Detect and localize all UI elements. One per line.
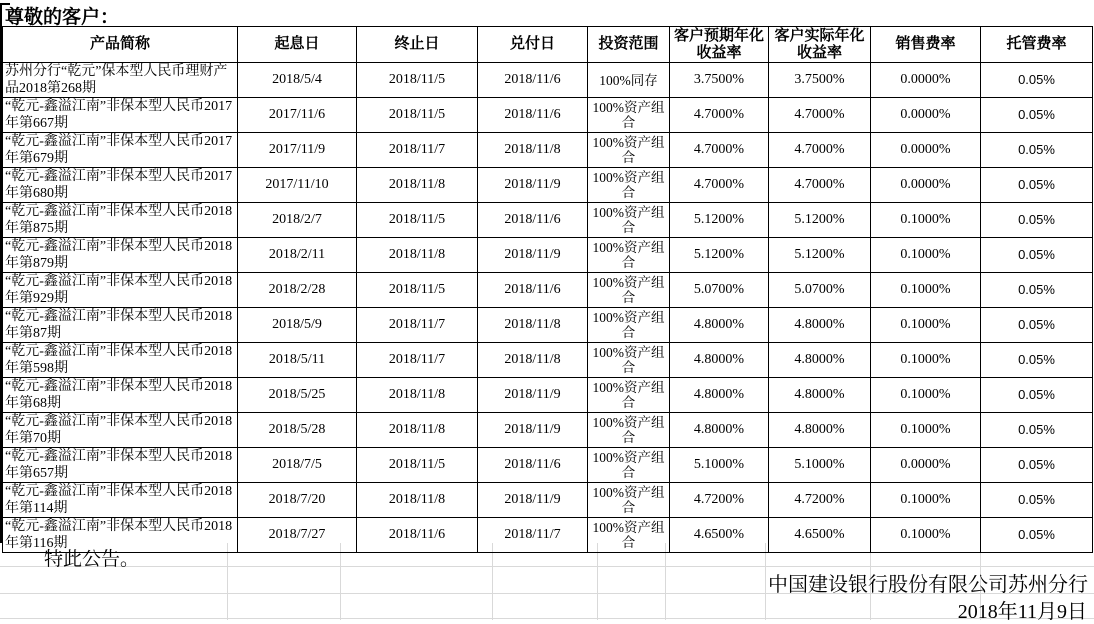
actual-yield-cell: 4.7000% <box>769 168 871 203</box>
expected-yield-cell: 4.7000% <box>670 133 769 168</box>
start-date-cell: 2018/5/9 <box>238 308 357 343</box>
actual-yield-cell: 5.1000% <box>769 448 871 483</box>
col-header-product-name: 产品简称 <box>3 27 238 63</box>
payment-date-cell: 2018/11/6 <box>478 98 588 133</box>
payment-date-cell: 2018/11/8 <box>478 343 588 378</box>
scope-cell: 100%资产组合 <box>588 273 670 308</box>
table-row <box>3 448 1093 483</box>
table-row <box>3 98 1093 133</box>
actual-yield-cell: 4.8000% <box>769 308 871 343</box>
actual-yield-cell: 5.1200% <box>769 238 871 273</box>
gridline-vertical <box>597 543 598 620</box>
sales-fee-cell: 0.1000% <box>871 273 981 308</box>
custody-fee-cell: 0.05% <box>981 483 1093 518</box>
custody-fee-cell: 0.05% <box>981 378 1093 413</box>
end-date-cell: 2018/11/7 <box>357 133 478 168</box>
actual-yield-cell: 4.7200% <box>769 483 871 518</box>
start-date-cell: 2018/5/4 <box>238 63 357 98</box>
col-header-actual-yield: 客户实际年化收益率 <box>769 27 871 63</box>
start-date-cell: 2018/7/27 <box>238 518 357 553</box>
custody-fee-cell: 0.05% <box>981 518 1093 553</box>
end-date-cell: 2018/11/8 <box>357 378 478 413</box>
header-row <box>3 27 1093 63</box>
custody-fee-cell: 0.05% <box>981 238 1093 273</box>
end-date-cell: 2018/11/5 <box>357 63 478 98</box>
announcement-date-text: 2018年11月9日 <box>957 601 1087 623</box>
actual-yield-cell: 5.0700% <box>769 273 871 308</box>
start-date-cell: 2017/11/6 <box>238 98 357 133</box>
end-date-cell: 2018/11/6 <box>357 518 478 553</box>
start-date-cell: 2018/5/25 <box>238 378 357 413</box>
end-date-cell: 2018/11/5 <box>357 203 478 238</box>
actual-yield-cell: 4.8000% <box>769 378 871 413</box>
scope-cell: 100%资产组合 <box>588 483 670 518</box>
start-date-cell: 2018/7/5 <box>238 448 357 483</box>
gridline-vertical <box>227 543 228 620</box>
gridline-vertical <box>665 543 666 620</box>
sales-fee-cell: 0.1000% <box>871 413 981 448</box>
payment-date-cell: 2018/11/6 <box>478 273 588 308</box>
end-date-cell: 2018/11/5 <box>357 98 478 133</box>
start-date-cell: 2018/7/20 <box>238 483 357 518</box>
custody-fee-cell: 0.05% <box>981 343 1093 378</box>
actual-yield-cell: 4.7000% <box>769 98 871 133</box>
table-row <box>3 483 1093 518</box>
end-date-cell: 2018/11/5 <box>357 448 478 483</box>
gridline-horizontal <box>0 566 1094 567</box>
scope-cell: 100%资产组合 <box>588 518 670 553</box>
expected-yield-cell: 4.7200% <box>670 483 769 518</box>
start-date-cell: 2018/2/7 <box>238 203 357 238</box>
gridline-horizontal <box>0 618 1094 619</box>
name-cell: “乾元-鑫溢江南”非保本型人民币2017年第679期 <box>3 133 238 168</box>
name-cell: “乾元-鑫溢江南”非保本型人民币2018年第68期 <box>3 378 238 413</box>
gridline-vertical <box>765 543 766 620</box>
col-header-start-date: 起息日 <box>238 27 357 63</box>
end-date-cell: 2018/11/7 <box>357 308 478 343</box>
name-cell: “乾元-鑫溢江南”非保本型人民币2018年第70期 <box>3 413 238 448</box>
start-date-cell: 2018/5/28 <box>238 413 357 448</box>
start-date-cell: 2018/2/11 <box>238 238 357 273</box>
start-date-cell: 2017/11/9 <box>238 133 357 168</box>
end-date-cell: 2018/11/5 <box>357 273 478 308</box>
col-header-payment-date: 兑付日 <box>478 27 588 63</box>
payment-date-cell: 2018/11/7 <box>478 518 588 553</box>
col-header-sales-fee: 销售费率 <box>871 27 981 63</box>
table-row <box>3 203 1093 238</box>
scope-cell: 100%资产组合 <box>588 378 670 413</box>
payment-date-cell: 2018/11/9 <box>478 413 588 448</box>
name-cell: “乾元-鑫溢江南”非保本型人民币2018年第657期 <box>3 448 238 483</box>
table-row <box>3 518 1093 553</box>
name-cell: “乾元-鑫溢江南”非保本型人民币2017年第680期 <box>3 168 238 203</box>
expected-yield-cell: 5.1200% <box>670 238 769 273</box>
payment-date-cell: 2018/11/6 <box>478 203 588 238</box>
issuer-text: 中国建设银行股份有限公司苏州分行 <box>768 574 1088 596</box>
expected-yield-cell: 5.1200% <box>670 203 769 238</box>
table-row <box>3 343 1093 378</box>
scope-cell: 100%资产组合 <box>588 343 670 378</box>
expected-yield-cell: 3.7500% <box>670 63 769 98</box>
actual-yield-cell: 3.7500% <box>769 63 871 98</box>
payment-date-cell: 2018/11/8 <box>478 133 588 168</box>
col-header-end-date: 终止日 <box>357 27 478 63</box>
table-row <box>3 63 1093 98</box>
end-date-cell: 2018/11/8 <box>357 413 478 448</box>
sales-fee-cell: 0.1000% <box>871 203 981 238</box>
name-cell: “乾元-鑫溢江南”非保本型人民币2018年第879期 <box>3 238 238 273</box>
custody-fee-cell: 0.05% <box>981 413 1093 448</box>
table-row <box>3 308 1093 343</box>
actual-yield-cell: 4.6500% <box>769 518 871 553</box>
expected-yield-cell: 4.8000% <box>670 413 769 448</box>
payment-date-cell: 2018/11/9 <box>478 483 588 518</box>
sales-fee-cell: 0.0000% <box>871 98 981 133</box>
custody-fee-cell: 0.05% <box>981 168 1093 203</box>
end-date-cell: 2018/11/8 <box>357 483 478 518</box>
sales-fee-cell: 0.1000% <box>871 343 981 378</box>
expected-yield-cell: 4.7000% <box>670 98 769 133</box>
actual-yield-cell: 4.8000% <box>769 343 871 378</box>
sales-fee-cell: 0.0000% <box>871 63 981 98</box>
scope-cell: 100%资产组合 <box>588 448 670 483</box>
greeting-text: 尊敬的客户： <box>5 7 120 28</box>
table-body <box>3 63 1093 553</box>
custody-fee-cell: 0.05% <box>981 63 1093 98</box>
expected-yield-cell: 4.8000% <box>670 343 769 378</box>
col-header-custody-fee: 托管费率 <box>981 27 1093 63</box>
expected-yield-cell: 5.0700% <box>670 273 769 308</box>
expected-yield-cell: 5.1000% <box>670 448 769 483</box>
name-cell: “乾元-鑫溢江南”非保本型人民币2018年第114期 <box>3 483 238 518</box>
scope-cell: 100%资产组合 <box>588 413 670 448</box>
name-cell: “乾元-鑫溢江南”非保本型人民币2018年第116期 <box>3 518 238 553</box>
name-cell: “乾元-鑫溢江南”非保本型人民币2018年第875期 <box>3 203 238 238</box>
scope-cell: 100%资产组合 <box>588 168 670 203</box>
payment-date-cell: 2018/11/8 <box>478 308 588 343</box>
gridline-vertical <box>340 543 341 620</box>
col-header-scope: 投资范围 <box>588 27 670 63</box>
actual-yield-cell: 5.1200% <box>769 203 871 238</box>
start-date-cell: 2018/2/28 <box>238 273 357 308</box>
table-row <box>3 133 1093 168</box>
custody-fee-cell: 0.05% <box>981 203 1093 238</box>
products-table <box>2 26 1093 553</box>
payment-date-cell: 2018/11/9 <box>478 238 588 273</box>
table-row <box>3 238 1093 273</box>
actual-yield-cell: 4.7000% <box>769 133 871 168</box>
gridline-vertical <box>492 543 493 620</box>
table-row <box>3 378 1093 413</box>
start-date-cell: 2018/5/11 <box>238 343 357 378</box>
scope-cell: 100%资产组合 <box>588 98 670 133</box>
expected-yield-cell: 4.8000% <box>670 378 769 413</box>
sales-fee-cell: 0.0000% <box>871 448 981 483</box>
sales-fee-cell: 0.1000% <box>871 518 981 553</box>
end-date-cell: 2018/11/8 <box>357 238 478 273</box>
sales-fee-cell: 0.1000% <box>871 308 981 343</box>
scope-cell: 100%资产组合 <box>588 203 670 238</box>
closing-text: 特此公告。 <box>44 549 140 570</box>
payment-date-cell: 2018/11/6 <box>478 448 588 483</box>
expected-yield-cell: 4.7000% <box>670 168 769 203</box>
col-header-expected-yield: 客户预期年化收益率 <box>670 27 769 63</box>
custody-fee-cell: 0.05% <box>981 98 1093 133</box>
end-date-cell: 2018/11/8 <box>357 168 478 203</box>
sales-fee-cell: 0.0000% <box>871 133 981 168</box>
sales-fee-cell: 0.0000% <box>871 168 981 203</box>
custody-fee-cell: 0.05% <box>981 133 1093 168</box>
table-row <box>3 168 1093 203</box>
payment-date-cell: 2018/11/9 <box>478 168 588 203</box>
name-cell: “乾元-鑫溢江南”非保本型人民币2018年第87期 <box>3 308 238 343</box>
sales-fee-cell: 0.1000% <box>871 378 981 413</box>
payment-date-cell: 2018/11/9 <box>478 378 588 413</box>
name-cell: “乾元-鑫溢江南”非保本型人民币2018年第598期 <box>3 343 238 378</box>
custody-fee-cell: 0.05% <box>981 448 1093 483</box>
end-date-cell: 2018/11/7 <box>357 343 478 378</box>
custody-fee-cell: 0.05% <box>981 308 1093 343</box>
scope-cell: 100%同存 <box>588 63 670 98</box>
expected-yield-cell: 4.6500% <box>670 518 769 553</box>
scope-cell: 100%资产组合 <box>588 133 670 168</box>
scope-cell: 100%资产组合 <box>588 308 670 343</box>
sales-fee-cell: 0.1000% <box>871 238 981 273</box>
payment-date-cell: 2018/11/6 <box>478 63 588 98</box>
start-date-cell: 2017/11/10 <box>238 168 357 203</box>
name-cell: “乾元-鑫溢江南”非保本型人民币2017年第667期 <box>3 98 238 133</box>
expected-yield-cell: 4.8000% <box>670 308 769 343</box>
scope-cell: 100%资产组合 <box>588 238 670 273</box>
actual-yield-cell: 4.8000% <box>769 413 871 448</box>
name-cell: “乾元-鑫溢江南”非保本型人民币2018年第929期 <box>3 273 238 308</box>
custody-fee-cell: 0.05% <box>981 273 1093 308</box>
table-row <box>3 273 1093 308</box>
table-row <box>3 413 1093 448</box>
name-cell: 苏州分行“乾元”保本型人民币理财产品2018第268期 <box>3 63 238 98</box>
sales-fee-cell: 0.1000% <box>871 483 981 518</box>
